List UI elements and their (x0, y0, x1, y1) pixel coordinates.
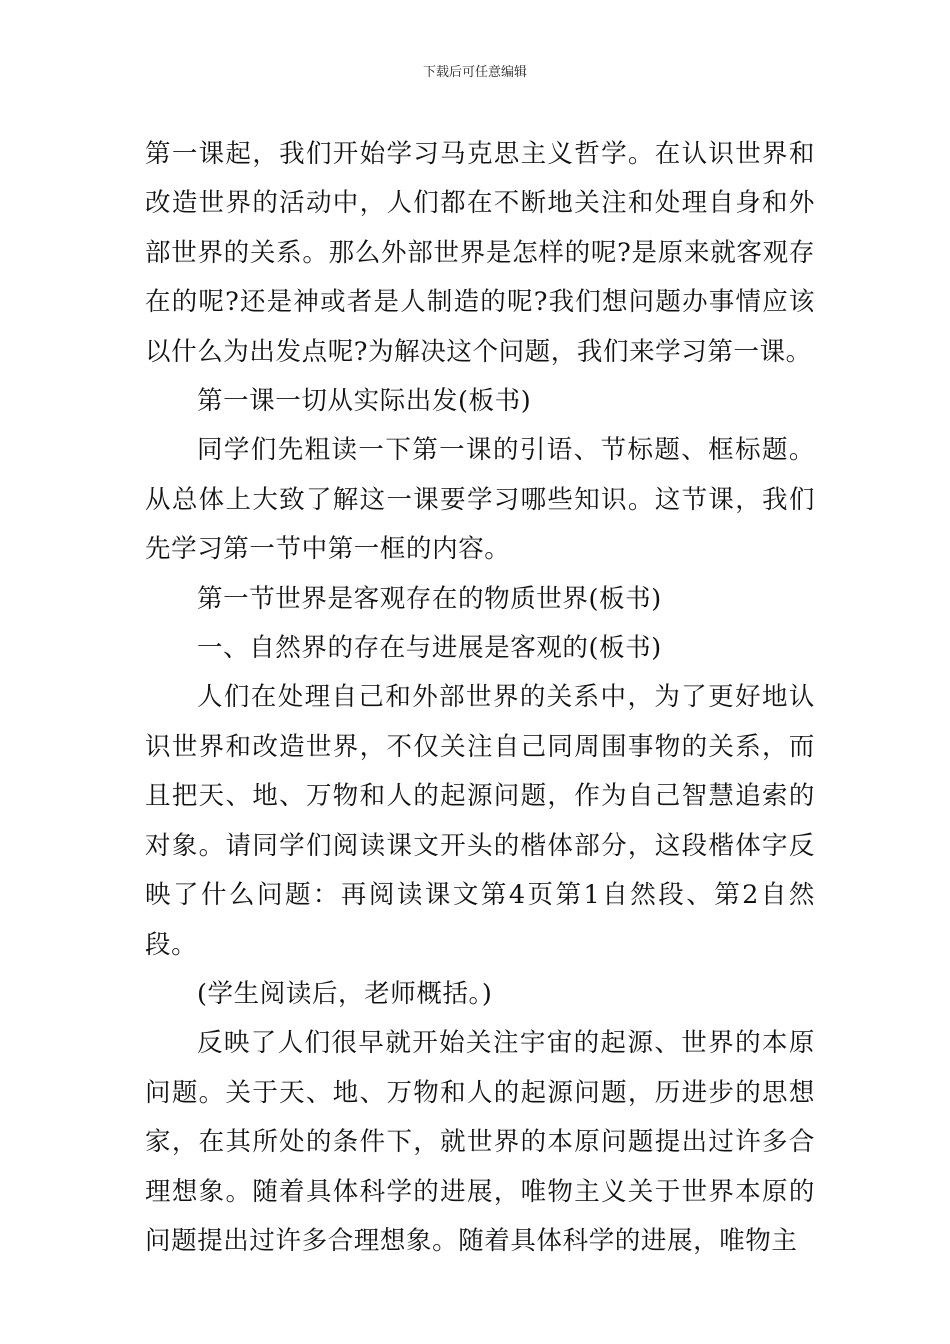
subsection-title: 一、自然界的存在与进展是客观的(板书) (197, 633, 662, 664)
section-title: 第一节世界是客观存在的物质世界(板书) (197, 583, 662, 614)
paragraph-origin-question: 人们在处理自己和外部世界的关系中，为了更好地认识世界和改造世界，不仅关注自己同周围事物的关系，而且把天、地、万物和人的起源问题，作为自己智慧追索的对象。请同学们阅读课文开头的楷体部分，这段楷体字反映了什么问题：再阅读课文第4页第1自然段、第2自然段。 (145, 682, 815, 960)
paragraph-reading-guide: 同学们先粗读一下第一课的引语、节标题、框标题。从总体上大致了解这一课要学习哪些知识。这节课，我们先学习第一节中第一框的内容。 (145, 435, 815, 565)
document-body (145, 130, 815, 1266)
paragraph-teacher-note: (学生阅读后，老师概括。) (197, 978, 493, 1009)
paragraph-intro: 第一课起，我们开始学习马克思主义哲学。在认识世界和改造世界的活动中，人们都在不断地关注和处理自身和外部世界的关系。那么外部世界是怎样的呢?是原来就客观存在的呢?还是神或者是人制造的呢?我们想问题办事情应该以什么为出发点呢?为解决这个问题，我们来学习第一课。 (145, 139, 815, 367)
paragraph-summary: 反映了人们很早就开始关注宇宙的起源、世界的本原问题。关于天、地、万物和人的起源问题，历进步的思想家，在其所处的条件下，就世界的本原问题提出过许多合理想象。随着具体科学的进展，唯物主义关于世界本原的问题提出过许多合理想象。随着具体科学的进展，唯物主 (145, 1028, 815, 1256)
page-header: 下载后可任意编辑 (422, 65, 527, 80)
lesson-title: 第一课一切从实际出发(板书) (197, 386, 532, 417)
